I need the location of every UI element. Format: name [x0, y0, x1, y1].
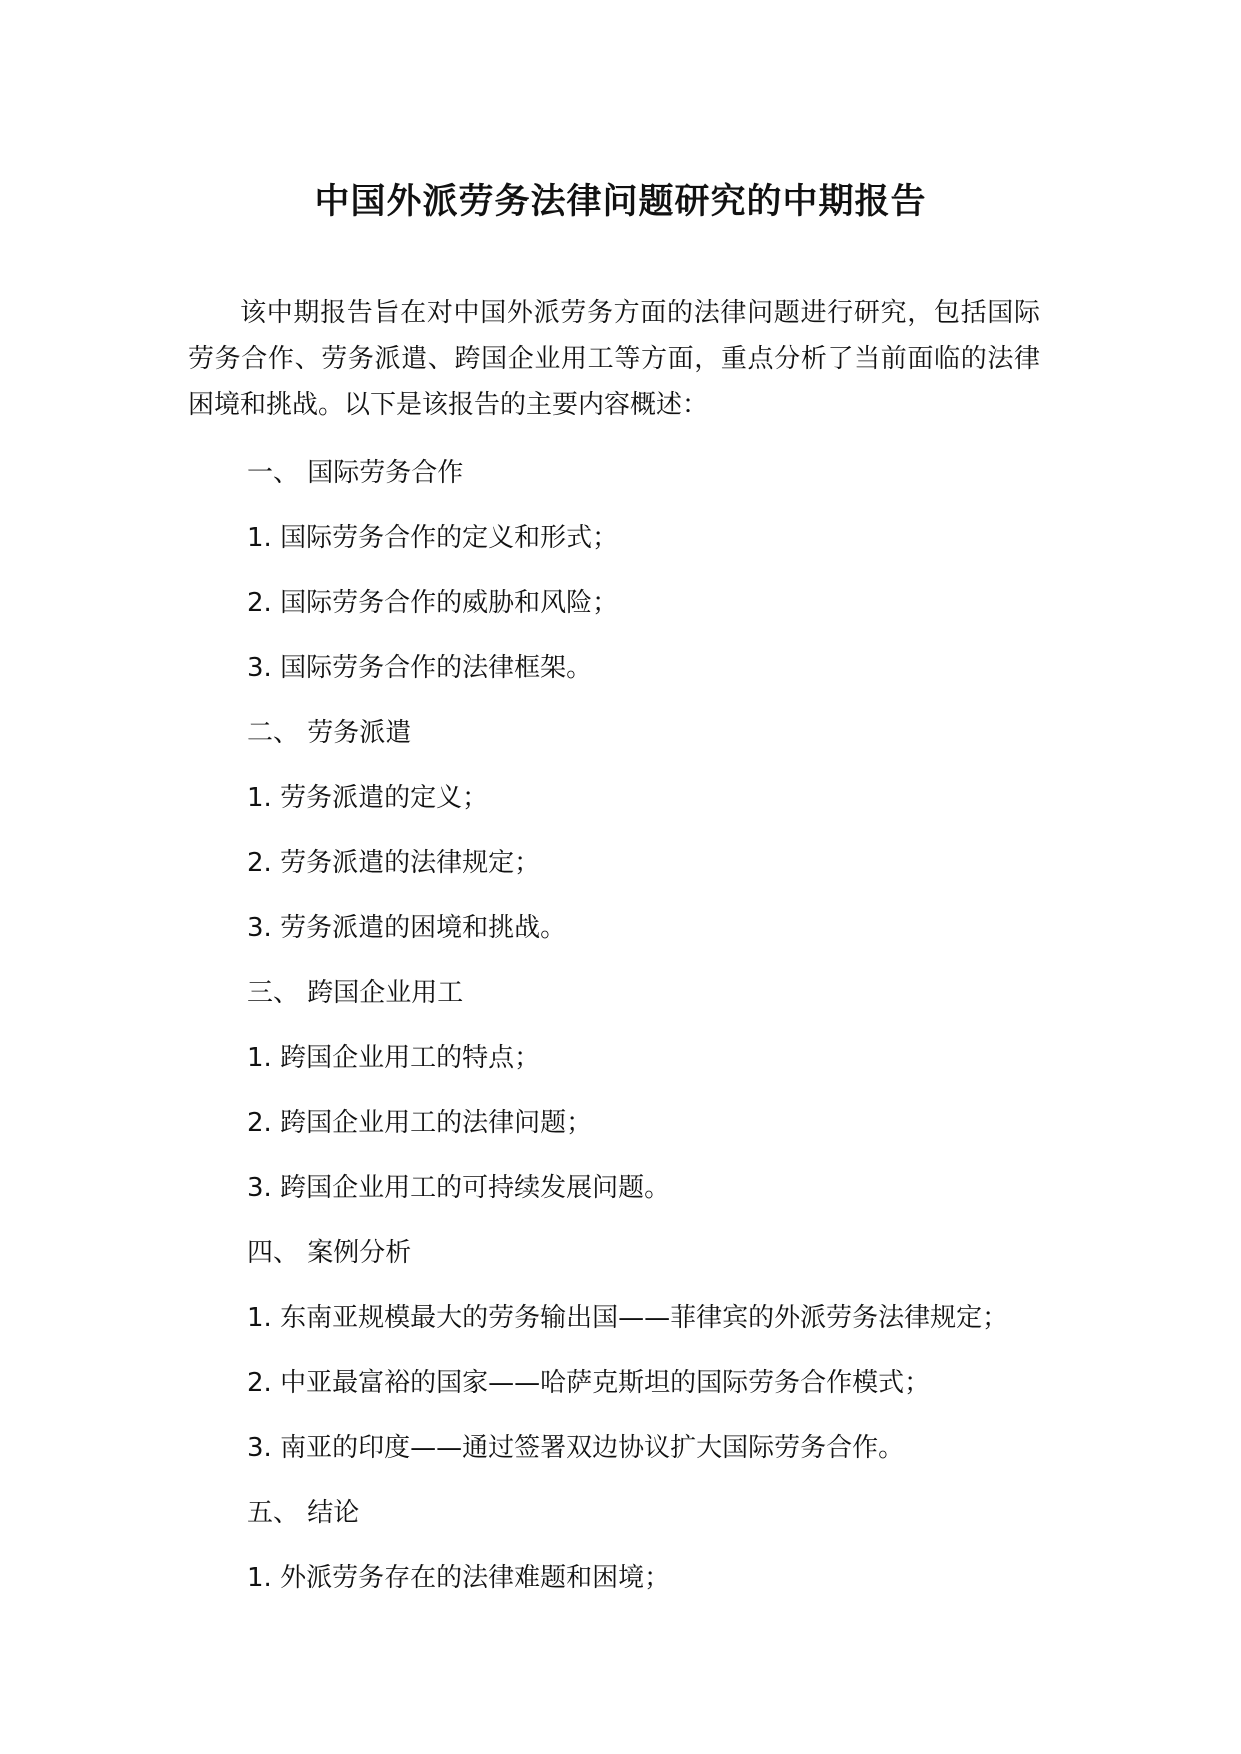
list-item: 3. 南亚的印度——通过签署双边协议扩大国际劳务合作。 [247, 1433, 905, 1463]
list-item: 3. 跨国企业用工的可持续发展问题。 [247, 1173, 671, 1203]
list-item: 2. 中亚最富裕的国家——哈萨克斯坦的国际劳务合作模式； [247, 1368, 931, 1398]
list-item: 1. 跨国企业用工的特点； [247, 1043, 541, 1073]
list-item: 2. 国际劳务合作的威胁和风险； [247, 588, 619, 618]
list-item: 2. 跨国企业用工的法律问题； [247, 1108, 593, 1138]
list-item: 1. 东南亚规模最大的劳务输出国——菲律宾的外派劳务法律规定； [247, 1303, 1009, 1333]
list-item: 3. 国际劳务合作的法律框架。 [247, 653, 593, 683]
list-item: 1. 外派劳务存在的法律难题和困境； [247, 1563, 671, 1593]
list-item: 1. 国际劳务合作的定义和形式； [247, 523, 619, 553]
list-item: 3. 劳务派遣的困境和挑战。 [247, 913, 567, 943]
section-heading: 二、 劳务派遣 [247, 718, 412, 748]
section-heading: 一、 国际劳务合作 [247, 458, 464, 488]
list-item: 1. 劳务派遣的定义； [247, 783, 489, 813]
section-heading: 三、 跨国企业用工 [247, 978, 464, 1008]
intro-paragraph: 该中期报告旨在对中国外派劳务方面的法律问题进行研究，包括国际劳务合作、劳务派遣、跨国企业用工等方面，重点分析了当前面临的法律困境和挑战。以下是该报告的主要内容概述： [188, 298, 1040, 420]
section-heading: 五、 结论 [247, 1498, 360, 1528]
document-title: 中国外派劳务法律问题研究的中期报告 [314, 182, 927, 222]
list-item: 2. 劳务派遣的法律规定； [247, 848, 541, 878]
section-heading: 四、 案例分析 [247, 1238, 412, 1268]
